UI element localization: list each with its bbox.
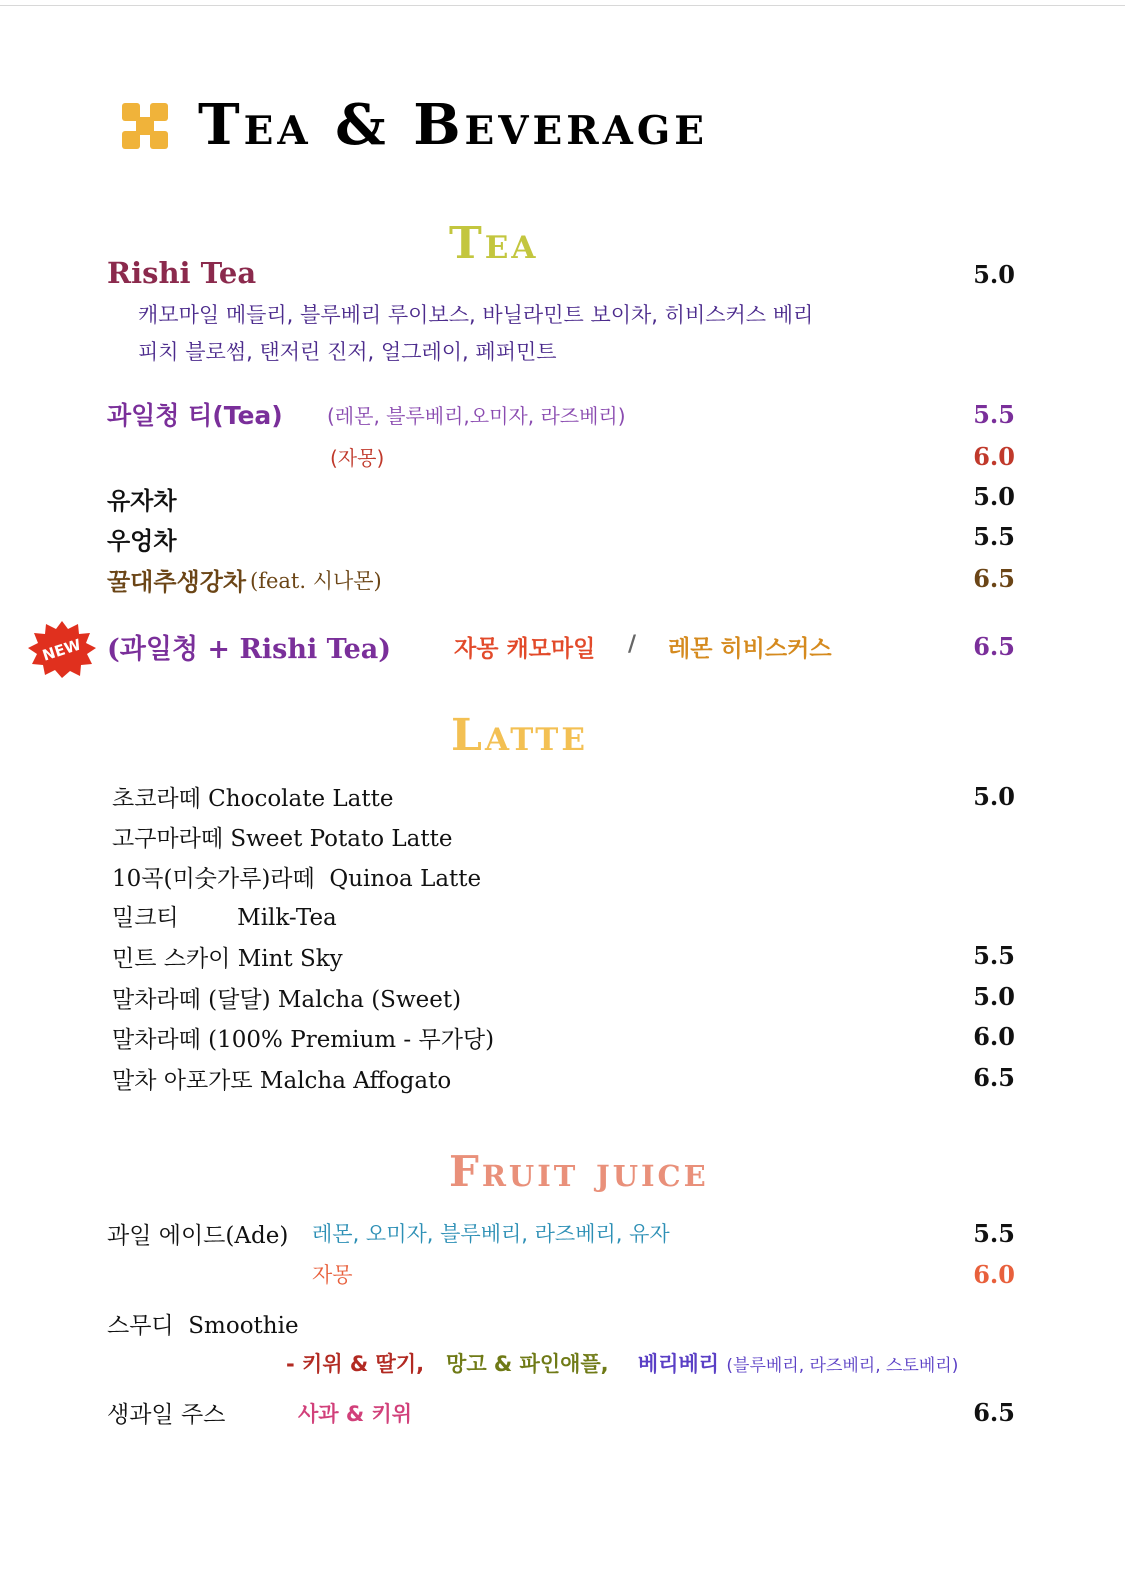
smoothie-option-mango-pineapple: 망고 & 파인애플, xyxy=(446,1352,609,1376)
smoothie-option-berry-berry: 베리베리 xyxy=(637,1352,720,1376)
fresh-juice-price: 6.5 xyxy=(973,1398,1015,1427)
section-heading-tea: Tea xyxy=(449,218,539,269)
combo-tea-price: 6.5 xyxy=(973,632,1015,661)
honey-ginger-tea-name: 꿀대추생강차 xyxy=(107,568,247,596)
latte-price-malcha-affogato: 6.5 xyxy=(973,1063,1015,1092)
rishi-tea-flavors-line-1: 캐모마일 메들리, 블루베리 루이보스, 바닐라민트 보이차, 히비스커스 베리 xyxy=(138,303,814,327)
latte-item-malcha-affogato: 말차 아포가또 Malcha Affogato xyxy=(112,1068,452,1094)
fruit-tea-price-2: 6.0 xyxy=(973,442,1015,471)
latte-item-malcha-sweet: 말차라떼 (달달) Malcha (Sweet) xyxy=(112,987,462,1013)
new-badge-text: NEW xyxy=(40,635,84,665)
new-badge-icon xyxy=(26,619,98,679)
latte-item-malcha-premium: 말차라떼 (100% Premium - 무가당) xyxy=(112,1027,495,1053)
smoothie-name: 스무디 Smoothie xyxy=(107,1313,299,1339)
combo-option-grapefruit-chamomile: 자몽 캐모마일 xyxy=(454,636,596,662)
smoothie-options xyxy=(286,1348,958,1378)
fruit-tea-price-1: 5.5 xyxy=(973,400,1015,429)
smoothie-option-kiwi-strawberry: - 키위 & 딸기, xyxy=(286,1352,425,1376)
yuja-tea-name: 유자차 xyxy=(107,487,177,515)
latte-item-chocolate: 초코라떼 Chocolate Latte xyxy=(112,786,394,812)
rishi-tea-name: Rishi Tea xyxy=(107,256,257,290)
page-title: Tea & Beverage xyxy=(198,92,708,158)
combo-option-lemon-hibiscus: 레몬 히비스커스 xyxy=(668,636,832,662)
rishi-tea-price: 5.0 xyxy=(973,260,1015,289)
honey-ginger-tea-note: (feat. 시나몬) xyxy=(250,569,382,593)
ade-options-2: 자몽 xyxy=(312,1263,353,1287)
fresh-juice-options: 사과 & 키위 xyxy=(298,1402,413,1426)
latte-price-chocolate: 5.0 xyxy=(973,782,1015,811)
honey-ginger-tea-price: 6.5 xyxy=(973,564,1015,593)
latte-item-sweet-potato: 고구마라떼 Sweet Potato Latte xyxy=(112,826,453,852)
page-top-rule xyxy=(0,5,1125,6)
burdock-tea-name: 우엉차 xyxy=(107,527,177,555)
fresh-juice-name: 생과일 주스 xyxy=(107,1402,226,1428)
latte-price-malcha-sweet: 5.0 xyxy=(973,982,1015,1011)
combo-tea-name: (과일청 + Rishi Tea) xyxy=(107,634,392,665)
ade-name: 과일 에이드(Ade) xyxy=(107,1223,289,1249)
burdock-tea-price: 5.5 xyxy=(973,522,1015,551)
latte-item-milk-tea: 밀크티 Milk-Tea xyxy=(112,905,337,931)
smoothie-option-berry-berry-detail: (블루베리, 라즈베리, 스토베리) xyxy=(726,1356,959,1376)
latte-price-malcha-premium: 6.0 xyxy=(973,1022,1015,1051)
section-heading-latte: Latte xyxy=(451,710,588,761)
fruit-tea-name: 과일청 티(Tea) xyxy=(107,401,283,430)
ade-options-1: 레몬, 오미자, 블루베리, 라즈베리, 유자 xyxy=(312,1222,670,1246)
latte-item-mint-sky: 민트 스카이 Mint Sky xyxy=(112,946,343,972)
latte-item-quinoa: 10곡(미숫가루)라떼 Quinoa Latte xyxy=(112,866,482,892)
section-heading-fruit-juice: Fruit juice xyxy=(449,1147,709,1196)
ade-price-1: 5.5 xyxy=(973,1219,1015,1248)
combo-option-separator: / xyxy=(628,632,637,657)
ade-price-2: 6.0 xyxy=(973,1260,1015,1289)
four-petal-flower-icon xyxy=(122,103,168,149)
fruit-tea-options-1: (레몬, 블루베리,오미자, 라즈베리) xyxy=(327,404,626,428)
yuja-tea-price: 5.0 xyxy=(973,482,1015,511)
fruit-tea-options-2: (자몽) xyxy=(330,446,385,470)
rishi-tea-flavors-line-2: 피치 블로썸, 탠저린 진저, 얼그레이, 페퍼민트 xyxy=(138,340,557,364)
latte-price-mint-sky: 5.5 xyxy=(973,941,1015,970)
